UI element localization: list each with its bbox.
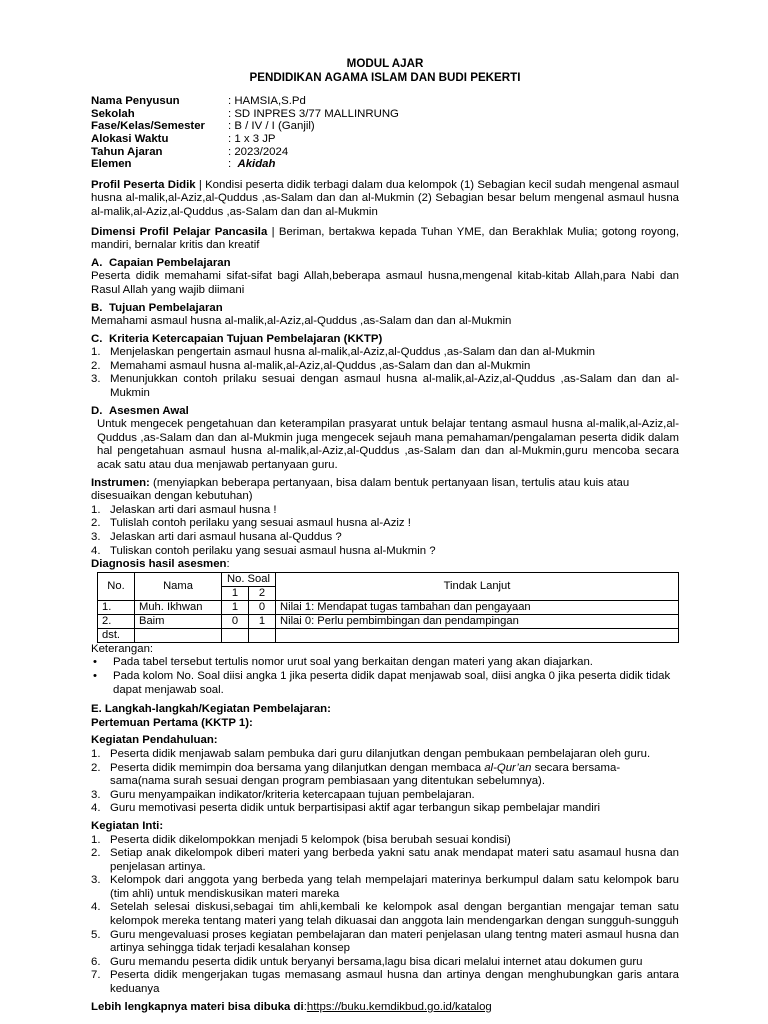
header-nama: Nama (135, 572, 222, 600)
doc-title-1: MODUL AJAR (346, 57, 424, 70)
kktp-list (91, 346, 679, 400)
section-title: Tujuan Pembelajaran (109, 301, 223, 314)
list-item (91, 748, 679, 762)
table-row (98, 600, 679, 614)
section-c-heading (91, 333, 679, 347)
list-number: 4. (91, 901, 101, 914)
cell-tindak-lanjut: Nilai 1: Mendapat tugas tambahan dan pengayaan (276, 600, 679, 614)
list-item (91, 789, 679, 803)
list-item (91, 762, 679, 789)
identity-value: : HAMSIA,S.Pd (228, 95, 306, 108)
section-title: Kriteria Ketercapaian Tujuan Pembelajaran (KKTP) (109, 332, 383, 345)
cell-soal-2 (249, 628, 276, 642)
katalog-link[interactable]: https://buku.kemdikbud.go.id/katalog (306, 1000, 492, 1013)
identity-row (91, 158, 679, 171)
identity-value: Akidah (237, 158, 276, 171)
list-item (91, 901, 679, 928)
section-title: Asesmen Awal (109, 404, 189, 417)
list-item (91, 834, 679, 848)
header-soal-1: 1 (222, 586, 249, 600)
diagnosis-table (97, 572, 679, 643)
identity-value: : 1 x 3 JP (228, 132, 276, 145)
diagnosis-label-line (91, 558, 679, 572)
identity-value: : 2023/2024 (228, 145, 289, 158)
section-a-text: Peserta didik memahami sifat-sifat bagi Allah,beberapa asmaul husna,mengenal kitab-kitab Allah,para Nabi dan Rasul Allah yang wajib diimani (91, 270, 679, 296)
list-number: 6. (91, 955, 101, 968)
cell-soal-2: 1 (249, 614, 276, 628)
list-item (91, 956, 679, 970)
list-number: 2. (91, 517, 101, 530)
list-text (110, 762, 679, 789)
list-text: Guru menyampaikan indikator/kriteria ketercapaan tujuan pembelajaran. (110, 788, 475, 801)
list-text: Pada tabel tersebut tertulis nomor urut soal yang berkaitan dengan materi yang akan diajarkan. (113, 656, 593, 669)
instrumen-list (91, 504, 679, 558)
pendahuluan-heading: Kegiatan Pendahuluan: (91, 734, 218, 747)
list-text: Menunjukkan contoh prilaku sesuai dengan asmaul husna al-malik,al-Aziz,al-Quddus ,as-Salam dan dan al-Mukmin (110, 373, 679, 400)
list-number: 2. (91, 761, 101, 774)
list-text: Memahami asmaul husna al-malik,al-Aziz,al-Quddus ,as-Salam dan dan al-Mukmin (110, 359, 531, 372)
list-item (91, 373, 679, 400)
list-number: 4. (91, 802, 101, 815)
cell-no: dst. (98, 628, 135, 642)
keterangan-label: Keterangan: (91, 642, 154, 655)
list-text: Peserta didik menjawab salam pembuka dari guru dilanjutkan dengan pembukaan pembelajaran oleh guru. (110, 747, 651, 760)
section-title: Capaian Pembelajaran (109, 256, 231, 269)
list-text: Kelompok dari anggota yang berbeda yang telah mempelajari materinya berkumpul dalam satu kelompok baru (tim ahli) untuk mendiskusikan materi mareka (110, 874, 679, 900)
identity-row (91, 120, 679, 133)
list-number: 3. (91, 788, 101, 801)
list-number: 3. (91, 531, 101, 543)
cell-no: 2. (98, 614, 135, 628)
list-text: Guru memotivasi peserta didik untuk berpartisipasi aktif agar terbangun sikap pembelajar mandiri (110, 802, 601, 815)
header-nosoal: No. Soal (222, 572, 276, 586)
instrumen-label: Instrumen: (91, 476, 150, 489)
list-text: Guru memandu peserta didik untuk beryanyi bersama,lagu bisa dicari melalui internet atau dokumen guru (110, 955, 643, 968)
header-tindak-lanjut: Tindak Lanjut (276, 572, 679, 600)
section-a-heading (91, 257, 679, 271)
list-number: 5. (91, 928, 101, 941)
list-text: Tuliskan contoh perilaku yang sesuai asmaul husna al-Mukmin ? (110, 544, 436, 557)
identity-label: Nama Penyusun (91, 95, 180, 108)
list-text: Jelaskan arti dari asmaul husana al-Quddus ? (110, 531, 342, 543)
list-text: Menjelaskan pengertain asmaul husna al-malik,al-Aziz,al-Quddus ,as-Salam dan dan al-Mukmin (110, 346, 595, 359)
profil-label: Profil Peserta Didik (91, 178, 196, 191)
identity-row (91, 95, 679, 108)
dimensi-text: | Beriman, bertakwa kepada Tuhan YME, dan Berakhlak Mulia; gotong royong, mandiri, bernalar kritis dan kreatif (91, 225, 679, 252)
list-item (91, 802, 679, 816)
section-letter: C. (91, 332, 103, 345)
identity-label: Alokasi Waktu (91, 132, 169, 145)
list-item (91, 531, 679, 545)
table-header-row (98, 572, 679, 586)
identity-block (91, 95, 679, 171)
cell-nama (135, 628, 222, 642)
section-d-text: Untuk mengecek pengetahuan dan keterampilan prasyarat untuk belajar tentang asmaul husna al-malik,al-Aziz,al-Quddus ,as-Salam dan dan al-Mukmin juga mengecek sejauh mana pemahaman/pengalaman peserta didik dalam hal pengetahuan asmaul husna al-malik,al-Aziz,al-Quddus ,as-Salam dan dan al-Mukmin,guru mencoba secara acak satu atau dua menjawab pertanyaan guru. (97, 418, 679, 472)
table-row (98, 628, 679, 642)
list-number: 2. (91, 359, 101, 372)
identity-colon: : (228, 158, 238, 171)
list-item (91, 670, 679, 697)
list-number: 1. (91, 346, 101, 359)
list-number: 7. (91, 969, 101, 982)
cell-tindak-lanjut (276, 628, 679, 642)
bullet: • (93, 656, 97, 669)
list-text: Pada kolom No. Soal diisi angka 1 jika peserta didik dapat menjawab soal, diisi angka 0 jika peserta didik tidak dapat menjawab soal. (113, 669, 671, 696)
list-text: Guru mengevaluasi proses kegiatan pembelajaran dan materi penjelasan ulang tentng materi asmaul husna dan artinya sehingga tidak terjadi kesalahan konsep (110, 928, 679, 955)
list-item (91, 360, 679, 374)
list-item (91, 874, 679, 901)
cell-soal-1 (222, 628, 249, 642)
section-letter: D. (91, 404, 103, 417)
document-page (91, 57, 679, 1014)
list-number: 3. (91, 874, 101, 887)
identity-label: Elemen (91, 158, 132, 171)
header-no: No. (98, 572, 135, 600)
identity-label: Sekolah (91, 107, 135, 120)
list-item (91, 346, 679, 360)
dimensi-label: Dimensi Profil Pelajar Pancasila (91, 225, 268, 238)
list-item (91, 656, 679, 670)
cell-nama: Muh. Ikhwan (135, 600, 222, 614)
cell-soal-1: 0 (222, 614, 249, 628)
dimensi-profil (91, 226, 679, 253)
header-soal-2: 2 (249, 586, 276, 600)
instrumen-text: (menyiapkan beberapa pertanyaan, bisa dalam bentuk pertanyaan lisan, tertulis atau kuis atau disesuaikan dengan kebutuhan) (91, 476, 630, 503)
list-item (91, 517, 679, 531)
doc-title-2: PENDIDIKAN AGAMA ISLAM DAN BUDI PEKERTI (249, 70, 521, 84)
identity-value-wrap (228, 158, 679, 171)
list-item (91, 969, 679, 996)
cell-tindak-lanjut: Nilai 0: Perlu pembimbingan dan pendampingan (276, 614, 679, 628)
identity-value: : B / IV / I (Ganjil) (228, 120, 315, 133)
list-number: 2. (91, 847, 101, 860)
list-number: 3. (91, 373, 101, 386)
identity-row (91, 146, 679, 159)
identity-row (91, 133, 679, 146)
text-part: Peserta didik memimpin doa bersama yang dilanjutkan dengan membaca (110, 761, 485, 774)
keterangan-list (91, 656, 679, 697)
diagnosis-colon: : (226, 558, 230, 571)
list-item (91, 545, 679, 559)
inti-list (91, 834, 679, 997)
cell-soal-2: 0 (249, 600, 276, 614)
list-number: 4. (91, 544, 101, 557)
diagnosis-label: Diagnosis hasil asesmen (91, 558, 227, 571)
section-letter: A. (91, 256, 103, 269)
list-item (91, 504, 679, 518)
profil-text: | Kondisi peserta didik terbagi dalam dua kelompok (1) Sebagian kecil sudah mengenal asmaul husna al-malik,al-Aziz,al-Quddus ,as-Salam dan dan al-Mukmin (2) Sebagian besar belum mengenal asmaul husna al-malik,al-Aziz,al-Quddus ,as-Salam dan dan al-Mukmin (91, 178, 680, 218)
text-italic: al-Qur’an (484, 761, 532, 774)
list-text: Jelaskan arti dari asmaul husna ! (110, 503, 277, 516)
cell-no: 1. (98, 600, 135, 614)
section-letter: B. (91, 301, 103, 314)
list-item (91, 929, 679, 956)
list-text: Setiap anak dikelompok diberi materi yang berbeda yakni satu anak mendapat materi satu asamaul husna dan penjelasan artinya. (110, 847, 679, 873)
section-e-heading: E. Langkah-langkah/Kegiatan Pembelajaran: (91, 703, 331, 716)
list-text: Peserta didik mengerjakan tugas memasang asmaul husna dan artinya dengan menghubungkan garis antara keduanya (110, 969, 679, 996)
table-row (98, 614, 679, 628)
section-b-heading (91, 302, 679, 316)
cell-nama: Baim (135, 614, 222, 628)
section-d-heading (91, 405, 679, 419)
inti-heading: Kegiatan Inti: (91, 819, 164, 832)
footer-line (91, 1001, 679, 1015)
list-number: 1. (91, 747, 101, 760)
text-part: secara bersama-sama(nama surah sesuai dengan program pembiasaan yang ditentukan sebelumnya). (110, 761, 621, 788)
pendahuluan-list (91, 748, 679, 816)
identity-value: : SD INPRES 3/77 MALLINRUNG (228, 107, 399, 120)
list-text: Setelah selesai diskusi,sebagai tim ahli,kembali ke kelompok asal dengan bergantian mengajar teman satu kelompok mereka tentang materi yang telah dikuasai dan anggota lain mendengarkan dengan sungguh-sungguh (110, 901, 679, 928)
list-item (91, 847, 679, 874)
list-text: Peserta didik dikelompokkan menjadi 5 kelompok (bisa berubah sesuai kondisi) (110, 833, 511, 846)
identity-label: Tahun Ajaran (91, 145, 163, 158)
identity-label: Fase/Kelas/Semester (91, 120, 205, 133)
list-number: 1. (91, 833, 101, 846)
profil-peserta-didik (91, 179, 679, 220)
instrumen-paragraph (91, 477, 679, 504)
bullet: • (93, 669, 97, 682)
list-text: Tulislah contoh perilaku yang sesuai asmaul husna al-Aziz ! (110, 517, 411, 530)
cell-soal-1: 1 (222, 600, 249, 614)
list-number: 1. (91, 503, 101, 516)
footer-colon: : (303, 1000, 307, 1013)
pertemuan-heading: Pertemuan Pertama (KKTP 1): (91, 716, 253, 729)
section-b-text: Memahami asmaul husna al-malik,al-Aziz,al-Quddus ,as-Salam dan dan al-Mukmin (91, 315, 512, 328)
footer-label: Lebih lengkapnya materi bisa dibuka di (91, 1000, 304, 1013)
identity-row (91, 108, 679, 121)
